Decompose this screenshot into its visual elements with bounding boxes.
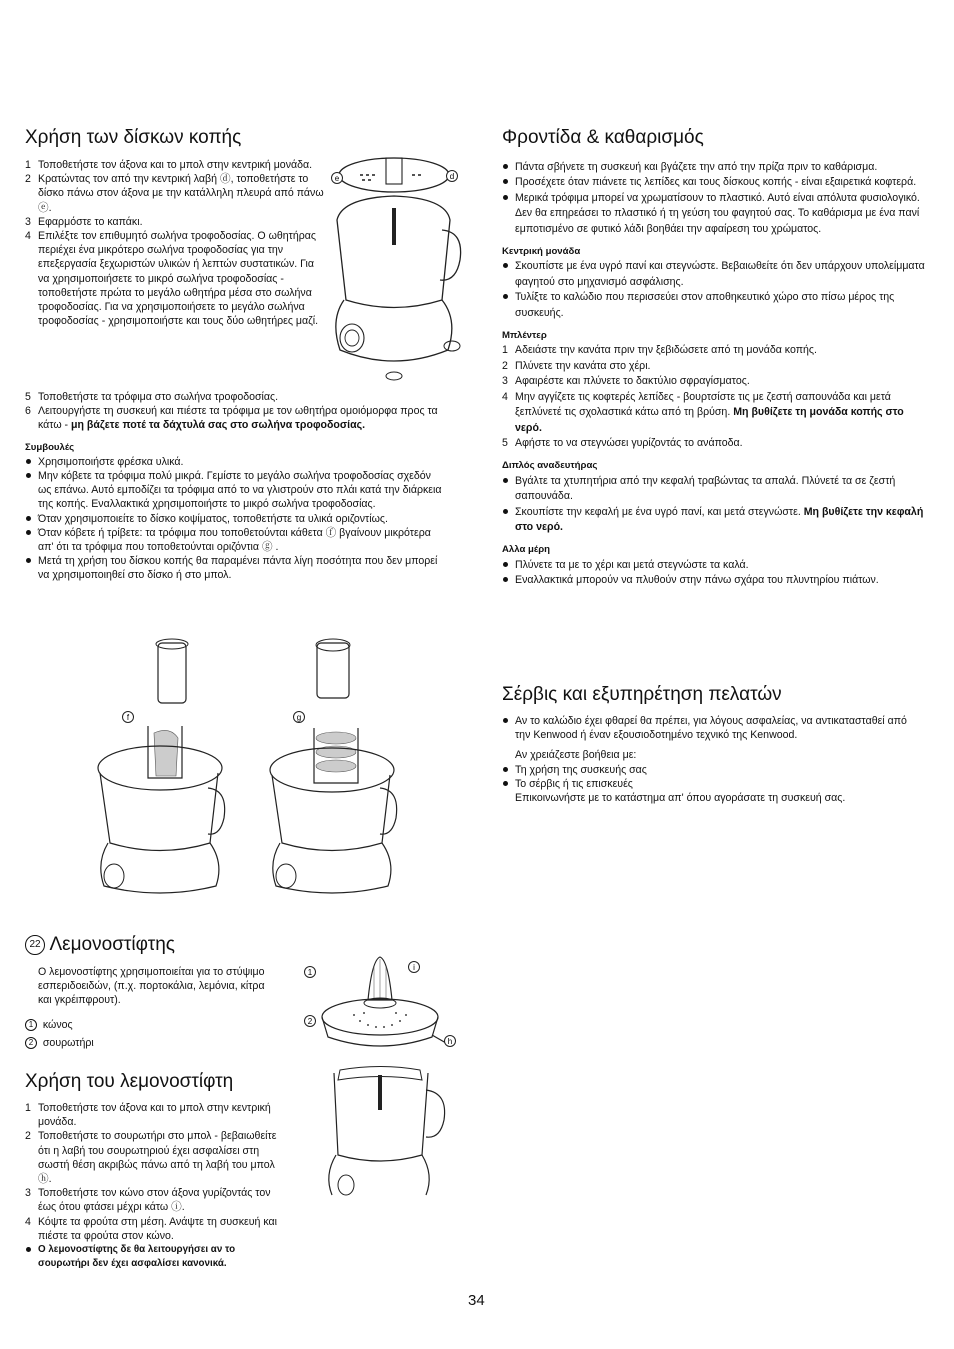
step-item: 2 Τοποθετήστε το σουρωτήρι στο μπολ - βεβαιωθείτε ότι η λαβή του σουρωτηριού έχει ασφαλίσει στη σωστή θέση ακριβώς πάνω από τη λαβή του μπολ ⓗ. [25,1130,277,1186]
blender-step: 5 Αφήστε το να στεγνώσει γυρίζοντάς το ανάποδα. [502,436,743,449]
subheading-power-unit: Κεντρική μονάδα [502,246,581,258]
contact-text: Επικοινωνήστε με το κατάστημα απ' όπου αγοράσατε τη συσκευή σας. [515,792,846,805]
food-processor-disc-illustration [322,150,467,385]
label-two: 2 [307,1017,313,1026]
juicer-warning: Ο λεμονοστίφτης δε θα λειτουργήσει αν το σουρωτήρι δεν έχει ασφαλίσει κανονικά. [25,1243,280,1271]
care-item: Εναλλακτικά μπορούν να πλυθούν στην πάνω σχάρα του πλυντηρίου πιάτων. [502,573,927,588]
subheading-other-parts: Αλλα μέρη [502,544,551,556]
care-item: Βγάλτε τα χτυπητήρια από την κεφαλή τραβώντας τα απαλά. Πλύνετέ τα σε ζεστή σαπουνάδα. [502,474,927,505]
step-item: 3 Τοποθετήστε τον κώνο στον άξονα γυρίζοντάς τον έως ότου φτάσει μέχρι κάτω ⓘ. [25,1187,271,1214]
service-item: Αν το καλώδιο έχει φθαρεί θα πρέπει, για λόγους ασφαλείας, να αντικατασταθεί από την Kenwood ή έναν εξουσιοδοτημένο τεχνικό της Kenwood. [502,714,912,742]
care-item: Τυλίξτε το καλώδιο που περισσεύει στον αποθηκευτικό χώρο στο πίσω μέρος της συσκευής. [502,290,927,321]
tips-heading: Συμβουλές [25,441,75,453]
slicing-steps-wide [25,390,445,583]
step-item: 2 Κρατώντας τον από την κεντρική λαβή ⓓ, τοποθετήστε το δίσκο πάνω στον άξονα με την κατάλληλη πλευρά από πάνω ⓔ. [25,173,324,214]
section-number-badge: 22 [25,935,45,955]
blender-step: 4 Μην αγγίζετε τις κοφτερές λεπίδες - βουρτσίστε τις με ζεστή σαπουνάδα και μετά ξεπλύνετέ τις σχολαστικά κάτω από τη βρύση. Μη βυθίζετε τη μονάδα κοπής στο νερό. [502,390,904,434]
juicer-steps [25,1101,280,1271]
step-item: 1 Τοποθετήστε τον άξονα και το μπολ στην κεντρική μονάδα. [25,159,313,171]
subheading-twin-whisk: Διπλός αναδευτήρας [502,460,598,472]
food-processor-horizontal-food-illustration [262,638,402,900]
slicing-steps [25,158,325,328]
blender-step: 2 Πλύνετε την κανάτα στο χέρι. [502,359,651,372]
care-item: Μερικά τρόφιμα μπορεί να χρωματίσουν το πλαστικό. Αυτό είναι απόλυτα φυσιολογικό. Δεν θα επηρεάσει το πλαστικό ή τη γεύση του φαγητού σας. Το καθάρισμα με ένα πανί εμποτισμένο σε φυτικό λάδι βοηθάει την αφαίρεση του χρώματος. [502,191,927,237]
label-g: g [296,713,302,722]
help-item: Τη χρήση της συσκευής σας [502,763,912,777]
food-processor-vertical-food-illustration [90,638,230,900]
section-title-juicer-use: Χρήση του λεμονοστίφτη [25,1071,234,1092]
section-title-juicer: 22 Λεμονοστίφτης [25,934,175,956]
tip-item: Όταν χρησιμοποιείτε το δίσκο κοψίματος, τοποθετήστε τα υλικά οριζοντίως. [25,512,445,526]
page-number: 34 [468,1292,485,1309]
part-item: 1 κώνος [25,1018,225,1032]
step-item: 6 Λειτουργήστε τη συσκευή και πιέστε τα τρόφιμα με τον ωθητήρα ομοιόμορφα προς τα κάτω - μη βάζετε ποτέ τα δάχτυλά σας στο σωλήνα τροφοδοσίας. [25,405,438,432]
citrus-juicer-illustration [300,955,470,1200]
tip-item: Χρησιμοποιήστε φρέσκα υλικά. [25,455,445,469]
tip-item: Μετά τη χρήση του δίσκου κοπής θα παραμένει πάντα λίγη ποσότητα που δεν μπορεί να χρησιμοποιηθεί στο δίσκο ή στο μπολ. [25,554,445,582]
label-h: h [447,1037,453,1046]
label-one: 1 [307,968,313,977]
label-d: d [449,172,455,181]
tip-item: Μην κόβετε τα τρόφιμα πολύ μικρά. Γεμίστε το μεγάλο σωλήνα τροφοδοσίας σχεδόν ως επάνω. Αυτό εμποδίζει τα τρόφιμα από το να γλιστρούν στο πλάι κατά την διάρκεια της κοπής. Εναλλακτικά χρησιμοποιήστε το μικρό σωλήνα τροφοδοσίας. [25,469,445,512]
care-cleaning-content [502,160,927,589]
help-item: Το σέρβις ή τις επισκευές [502,777,912,791]
label-f: f [126,713,130,722]
step-item: 4 Κόψτε τα φρούτα στη μέση. Ανάψτε τη συσκευή και πιέστε τα φρούτα στον κώνο. [25,1215,278,1242]
step-item: 5 Τοποθετήστε τα τρόφιμα στο σωλήνα τροφοδοσίας. [25,391,279,403]
step-item: 1 Τοποθετήστε τον άξονα και το μπολ στην κεντρική μονάδα. [25,1102,271,1129]
step-item: 4 Επιλέξτε τον επιθυμητό σωλήνα τροφοδοσίας. Ο ωθητήρας περιέχει ένα μικρότερο σωλήνα τροφοδοσίας για την επεξεργασία ξεχωριστών υλικών ή λεπτών συστατικών. Για να χρησιμοποιήσετε το μικρό σωλήνα τροφοδοσίας - τοποθετήστε πρώτα το μεγάλο ωθητήρα μέσα στο σωλήνα τροφοδοσίας. Για να χρησιμοποιήσετε το μεγάλο σωλήνα τροφοδοσίας - χρησιμοποιήστε και τους δύο ωθητήρες μαζί. [25,230,319,328]
section-title-service: Σέρβις και εξυπηρέτηση πελατών [502,684,782,705]
label-e: e [334,174,340,183]
care-item: Πλύνετε τα με το χέρι και μετά στεγνώστε τα καλά. [502,558,927,573]
help-intro: Αν χρειάζεστε βοήθεια με: [515,749,637,762]
care-item: Προσέχετε όταν πιάνετε τις λεπίδες και τους δίσκους κοπής - είναι εξαιρετικά κοφτερά. [502,175,927,190]
section-title-slicing-discs: Χρήση των δίσκων κοπής [25,127,242,148]
section-title-care-cleaning: Φροντίδα & καθαρισμός [502,127,704,148]
juicer-intro: Ο λεμονοστίφτης χρησιμοποιείται για το στύψιμο εσπεριδοειδών, (π.χ. πορτοκάλια, λεμόνια, κίτρα και γκρέιπφρουτ). [38,966,265,1007]
part-item: 2 σουρωτήρι [25,1036,225,1050]
blender-step: 1 Αδειάστε την κανάτα πριν την ξεβιδώσετε από τη μονάδα κοπής. [502,344,817,357]
label-i: i [413,963,415,972]
service-content [502,714,912,805]
care-item: Πάντα σβήνετε τη συσκευή και βγάζετε την από την πρίζα πριν το καθάρισμα. [502,160,927,175]
subheading-blender: Μπλέντερ [502,330,547,342]
step-item: 3 Εφαρμόστε το καπάκι. [25,215,143,228]
juicer-parts [25,1018,225,1050]
tip-item: Όταν κόβετε ή τρίβετε: τα τρόφιμα που τοποθετούνται κάθετα ⓕ βγαίνουν μικρότερα απ' ότι τα τρόφιμα που τοποθετούνται οριζόντια ⓖ . [25,526,445,554]
care-item: Σκουπίστε την κεφαλή με ένα υγρό πανί, και μετά στεγνώστε. Μη βυθίζετε την κεφαλή στο νερό. [502,505,927,536]
care-item: Σκουπίστε με ένα υγρό πανί και στεγνώστε. Βεβαιωθείτε ότι δεν υπάρχουν υπολείμματα φαγητού στο μηχανισμό ασφάλισης. [502,259,927,290]
blender-step: 3 Αφαιρέστε και πλύνετε το δακτύλιο σφραγίσματος. [502,375,750,388]
